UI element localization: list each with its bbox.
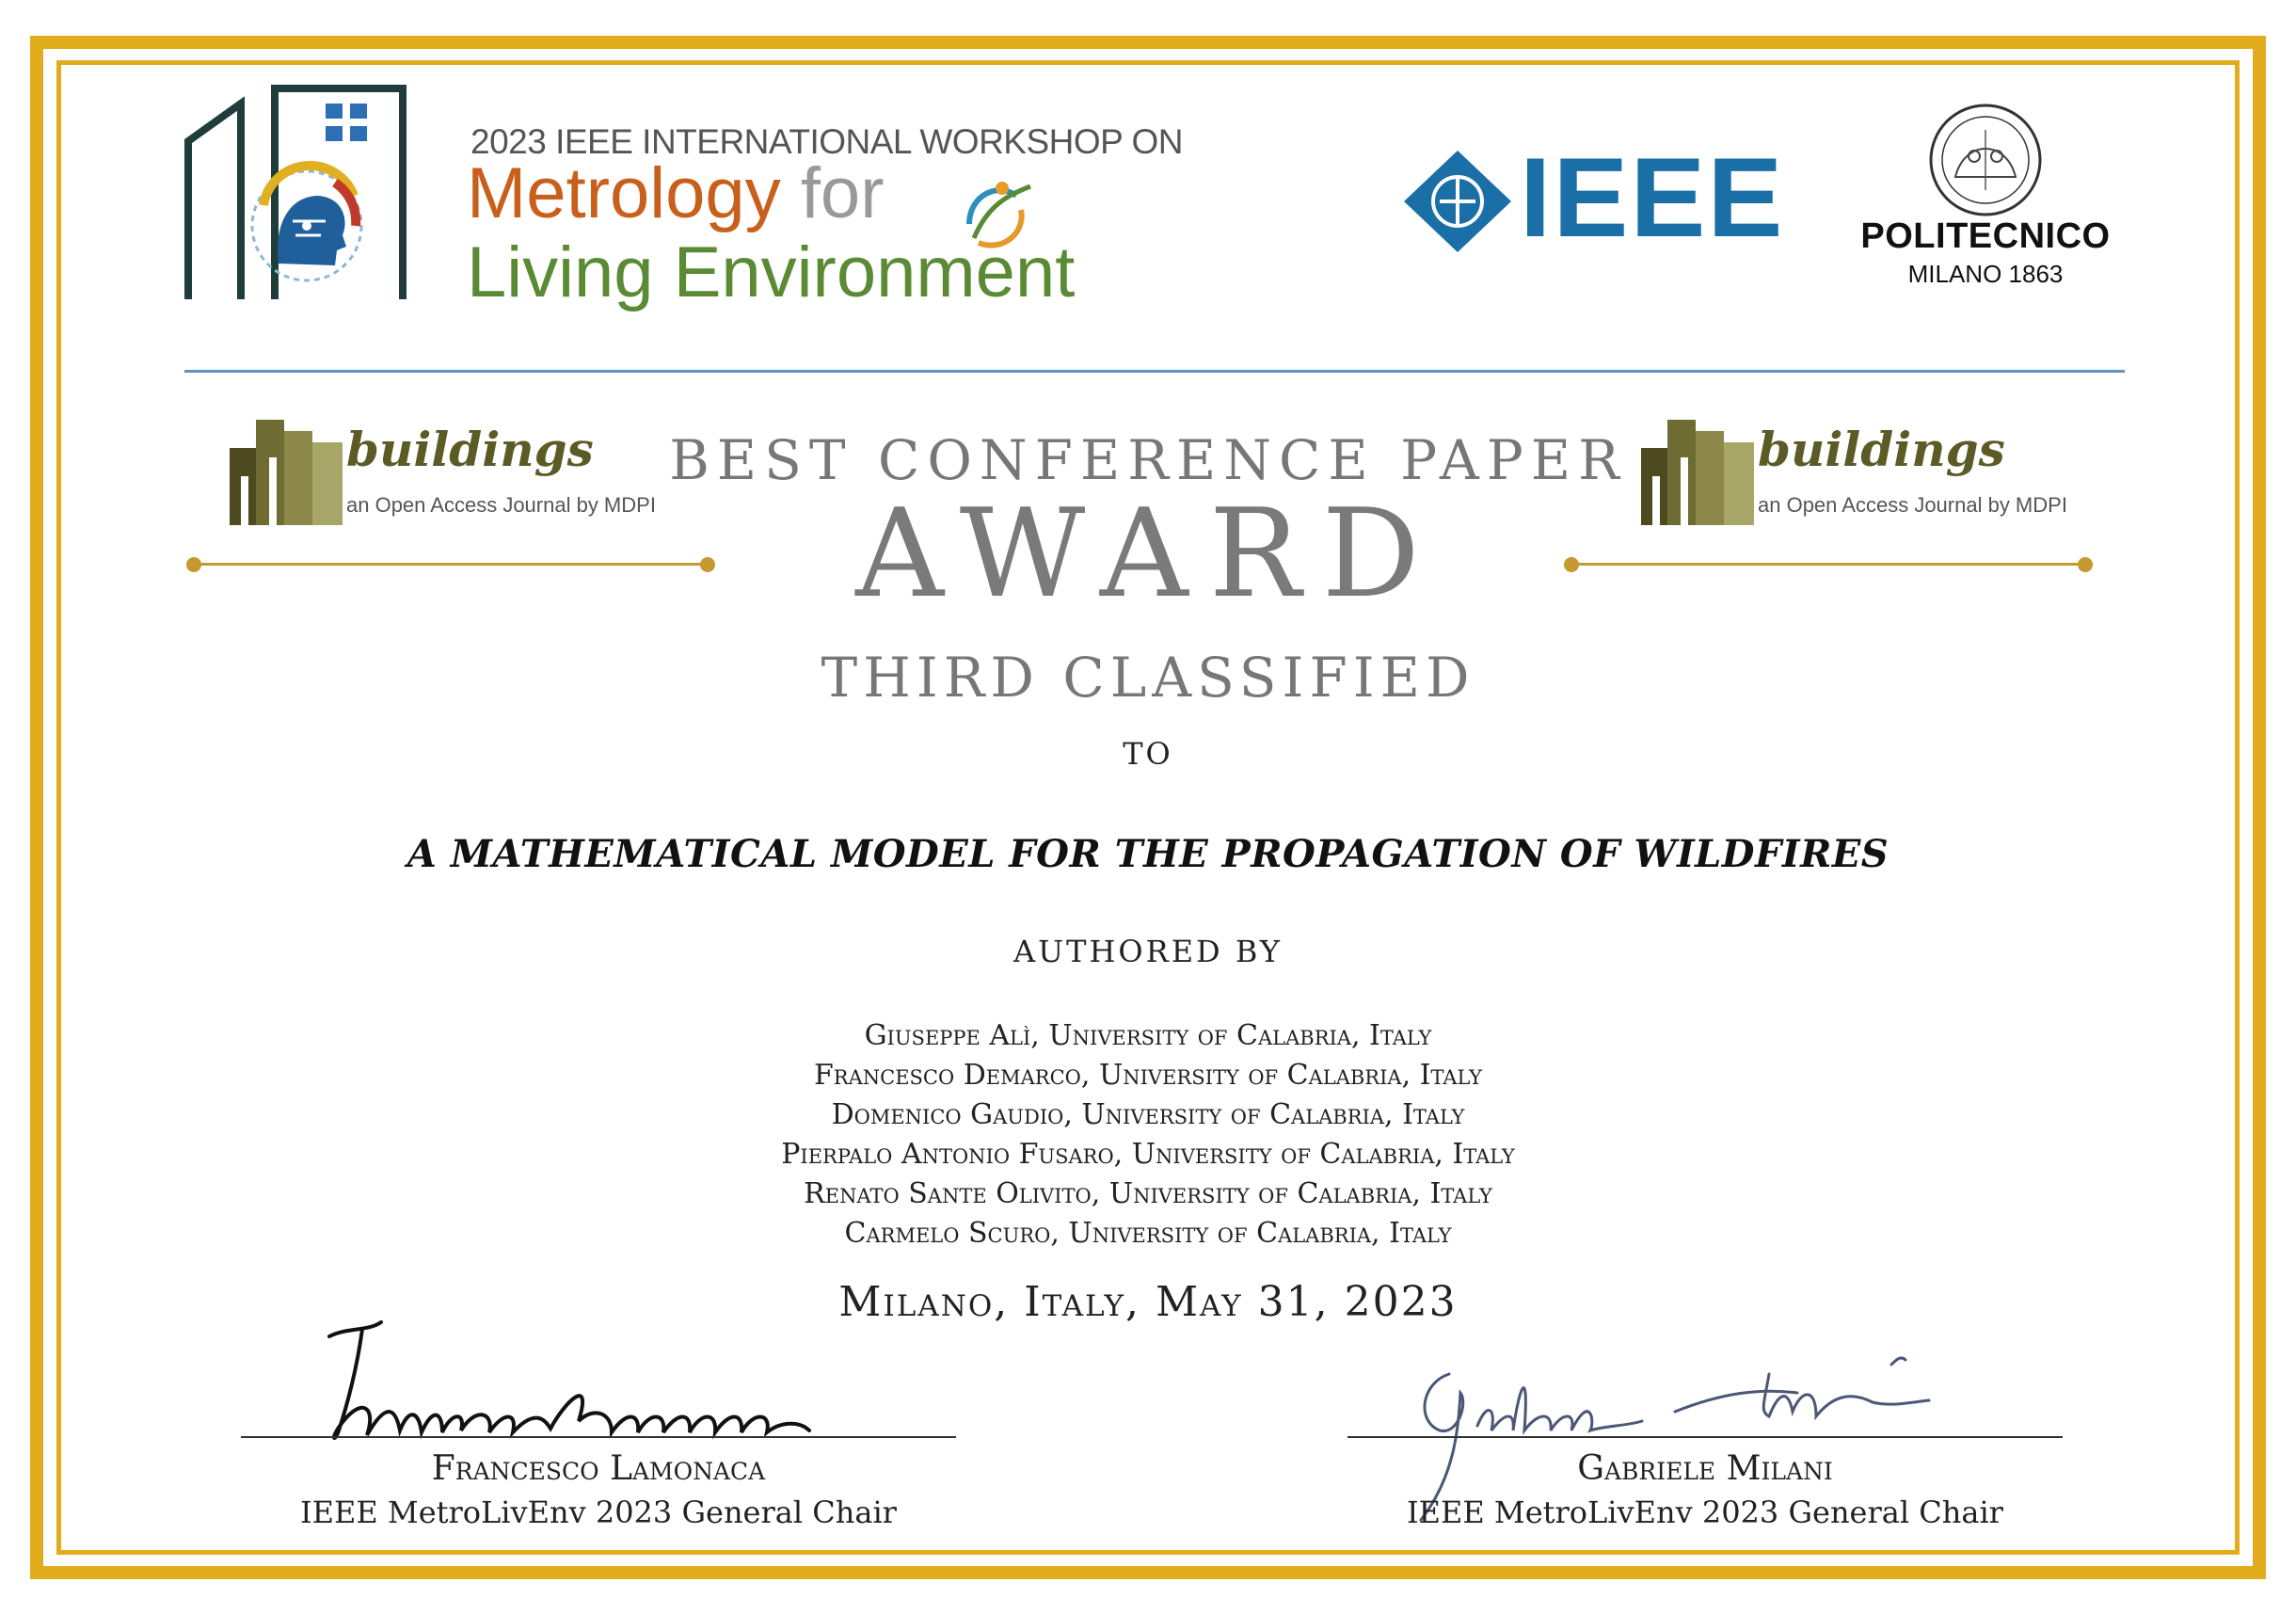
ieee-diamond-icon [1402,149,1513,254]
metrology-word: Metrology [467,153,781,233]
signatory-role-left: IEEE MetroLivEnv 2023 General Chair [300,1494,897,1530]
signature-line-left [241,1436,956,1438]
author-list [0,1016,2296,1254]
authored-by-label: AUTHORED BY [1013,934,1283,969]
for-word: for [800,153,885,233]
header-divider [184,370,2125,373]
signature-line-right [1347,1436,2063,1438]
author-item: Carmelo Scuro, University of Calabria, Italy [844,1217,1452,1250]
author-item: Francesco Demarco, University of Calabria, Italy [813,1059,1482,1092]
author-item: Domenico Gaudio, University of Calabria, Italy [831,1098,1465,1131]
award-heading: BEST CONFERENCE PAPER [669,428,1627,492]
award-rank: THIRD CLASSIFIED [821,646,1475,710]
place-and-date: Milano, Italy, May 31, 2023 [838,1278,1458,1326]
workshop-logo-icon [184,85,410,303]
award-to: TO [1123,736,1173,772]
workshop-title-line1: 2023 IEEE INTERNATIONAL WORKSHOP ON [470,122,1183,161]
politecnico-subtitle: MILANO 1863 [1907,260,2064,288]
signatory-name-right: Gabriele Milani [1577,1449,1833,1488]
signatory-role-right: IEEE MetroLivEnv 2023 General Chair [1407,1494,2003,1530]
buildings-journal-tagline-left: an Open Access Journal by MDPI [346,493,656,517]
paper-title: A MATHEMATICAL MODEL FOR THE PROPAGATION OF WILDFIRES [407,832,1889,876]
politecnico-seal-icon [1927,102,2044,218]
author-item: Pierpalo Antonio Fusaro, University of Calabria, Italy [781,1138,1515,1171]
ieee-logo-text: IEEE [1520,135,1785,261]
award-title: AWARD [855,482,1441,625]
author-item: Giuseppe Alì, University of Calabria, Italy [864,1019,1432,1052]
buildings-journal-tagline-right: an Open Access Journal by MDPI [1758,493,2067,517]
author-item: Renato Sante Olivito, University of Calabria, Italy [804,1177,1492,1210]
living-environment-mark-icon [950,168,1044,262]
signatory-name-left: Francesco Lamonaca [431,1449,766,1488]
workshop-title-line3: Living Environment [467,232,1076,312]
buildings-journal-name-right: buildings [1758,422,2005,477]
buildings-journal-name-left: buildings [346,422,594,477]
workshop-title-line2 [467,153,885,233]
politecnico-name: POLITECNICO [1860,216,2111,256]
